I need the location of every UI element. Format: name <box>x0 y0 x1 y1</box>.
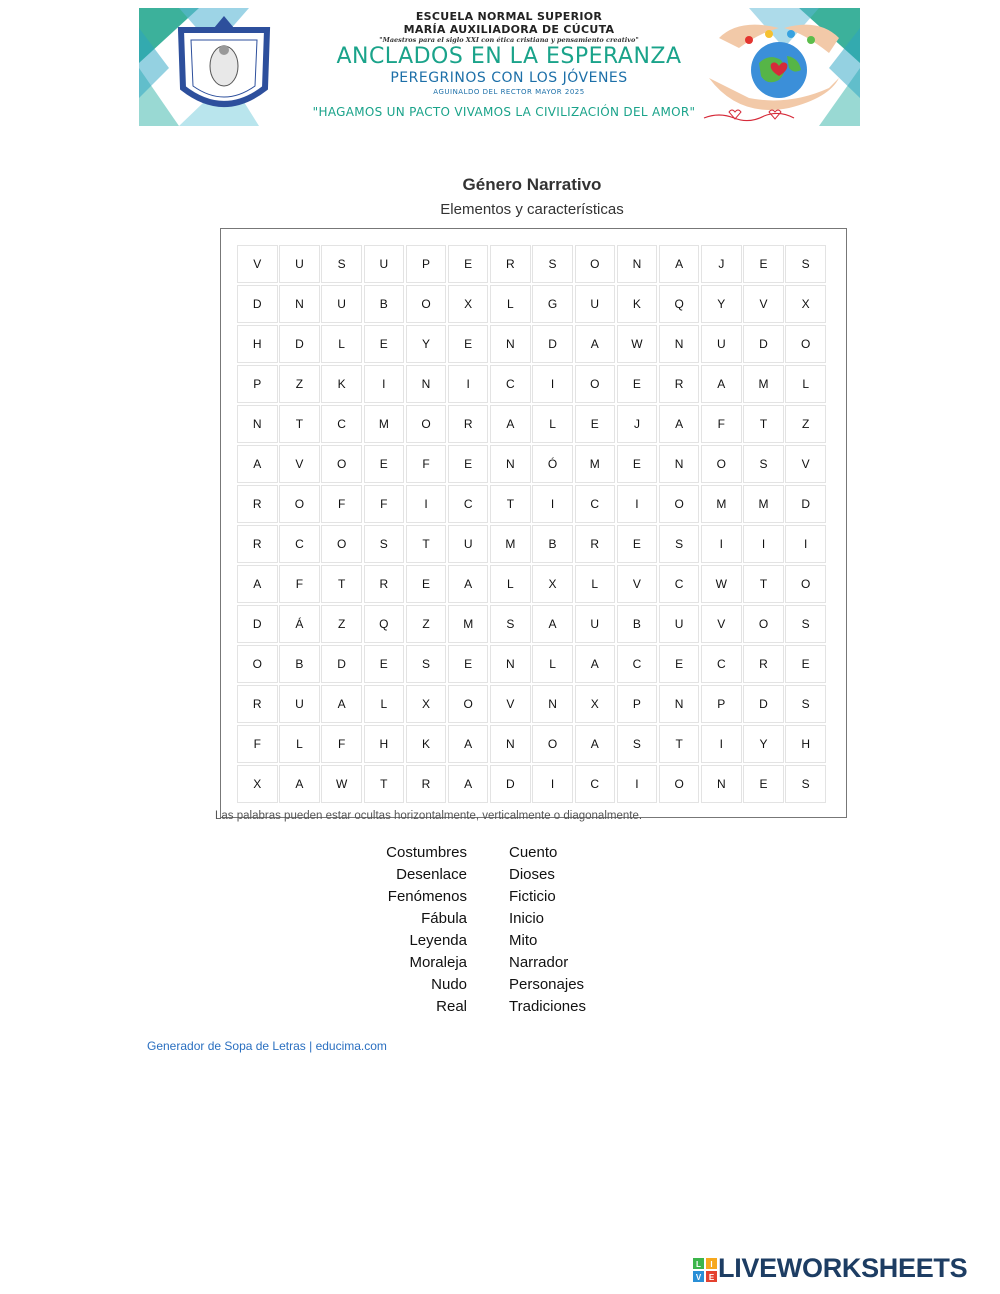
grid-cell[interactable]: C <box>659 565 700 603</box>
grid-cell[interactable]: I <box>617 485 658 523</box>
grid-cell[interactable]: A <box>701 365 742 403</box>
grid-cell[interactable]: W <box>701 565 742 603</box>
grid-cell[interactable]: A <box>321 685 362 723</box>
grid-cell[interactable]: R <box>237 485 278 523</box>
word-list-item: Ficticio <box>509 888 556 905</box>
grid-cell[interactable]: A <box>448 725 489 763</box>
grid-cell[interactable]: D <box>743 325 784 363</box>
grid-cell[interactable]: L <box>532 405 573 443</box>
grid-cell[interactable]: L <box>490 565 531 603</box>
grid-cell[interactable]: E <box>364 325 405 363</box>
grid-cell[interactable]: O <box>406 285 447 323</box>
grid-cell[interactable]: I <box>701 725 742 763</box>
grid-cell[interactable]: I <box>701 525 742 563</box>
word-list-item: Desenlace <box>396 866 467 883</box>
slogan-anclados: ANCLADOS EN LA ESPERANZA <box>336 44 682 69</box>
grid-cell[interactable]: O <box>321 445 362 483</box>
grid-cell[interactable]: R <box>659 365 700 403</box>
grid-cell[interactable]: R <box>448 405 489 443</box>
word-list-item: Costumbres <box>386 844 467 861</box>
grid-cell[interactable]: U <box>279 685 320 723</box>
logo-letter: V <box>695 1273 702 1282</box>
grid-cell[interactable]: X <box>406 685 447 723</box>
grid-cell[interactable]: E <box>617 525 658 563</box>
grid-cell[interactable]: E <box>448 645 489 683</box>
grid-cell[interactable]: D <box>743 685 784 723</box>
grid-cell[interactable]: E <box>659 645 700 683</box>
word-list-item: Personajes <box>509 976 585 993</box>
grid-cell[interactable]: S <box>785 765 826 803</box>
grid-cell[interactable]: U <box>321 285 362 323</box>
word-list-item: Mito <box>509 932 538 949</box>
grid-cell[interactable]: U <box>279 245 320 283</box>
grid-cell[interactable]: O <box>659 485 700 523</box>
grid-cell[interactable]: D <box>490 765 531 803</box>
grid-cell[interactable]: R <box>406 765 447 803</box>
grid-cell[interactable]: D <box>532 325 573 363</box>
grid-cell[interactable]: T <box>659 725 700 763</box>
grid-cell[interactable]: A <box>448 765 489 803</box>
grid-cell[interactable]: O <box>279 485 320 523</box>
grid-cell[interactable]: S <box>785 245 826 283</box>
slogan-peregrinos: PEREGRINOS CON LOS JÓVENES <box>390 70 628 86</box>
grid-cell[interactable]: K <box>321 365 362 403</box>
grid-cell[interactable]: E <box>406 565 447 603</box>
grid-cell[interactable]: O <box>532 725 573 763</box>
generator-credit-link[interactable]: Generador de Sopa de Letras | educima.com <box>147 1039 387 1053</box>
grid-cell[interactable]: A <box>575 325 616 363</box>
grid-cell[interactable]: U <box>701 325 742 363</box>
logo-letter: E <box>708 1273 715 1282</box>
grid-cell[interactable]: R <box>237 525 278 563</box>
grid-cell[interactable]: L <box>575 565 616 603</box>
grid-cell[interactable]: B <box>364 285 405 323</box>
grid-cell[interactable]: A <box>237 445 278 483</box>
grid-cell[interactable]: Y <box>701 285 742 323</box>
grid-cell[interactable]: Y <box>406 325 447 363</box>
hearts-decoration <box>704 113 794 120</box>
instructions: Las palabras pueden estar ocultas horizontalmente, verticalmente o diagonalmente. <box>215 810 643 822</box>
grid-cell[interactable]: E <box>448 245 489 283</box>
word-list-item: Dioses <box>509 866 555 883</box>
word-list-item: Leyenda <box>409 932 467 949</box>
grid-cell[interactable]: A <box>659 245 700 283</box>
grid-cell[interactable]: O <box>785 325 826 363</box>
word-list-item: Narrador <box>509 954 569 971</box>
grid-cell[interactable]: E <box>575 405 616 443</box>
grid-cell[interactable]: Q <box>659 285 700 323</box>
grid-cell[interactable]: A <box>279 765 320 803</box>
grid-cell[interactable]: I <box>617 765 658 803</box>
word-search-grid[interactable] <box>237 245 831 805</box>
word-list-left <box>340 844 467 1020</box>
grid-cell[interactable]: F <box>701 405 742 443</box>
grid-cell[interactable]: B <box>617 605 658 643</box>
grid-cell[interactable]: T <box>364 765 405 803</box>
grid-cell[interactable]: S <box>617 725 658 763</box>
grid-cell[interactable]: L <box>490 285 531 323</box>
grid-cell[interactable]: Z <box>321 605 362 643</box>
grid-cell[interactable]: A <box>490 405 531 443</box>
grid-cell[interactable]: P <box>701 685 742 723</box>
grid-cell[interactable]: W <box>321 765 362 803</box>
grid-cell[interactable]: O <box>575 365 616 403</box>
grid-cell[interactable]: T <box>743 565 784 603</box>
grid-cell[interactable]: F <box>321 485 362 523</box>
word-list-item: Fenómenos <box>387 888 467 905</box>
grid-cell[interactable]: N <box>406 365 447 403</box>
grid-cell[interactable]: P <box>406 245 447 283</box>
grid-cell[interactable]: S <box>490 605 531 643</box>
grid-cell[interactable]: C <box>448 485 489 523</box>
grid-cell[interactable]: Z <box>406 605 447 643</box>
grid-cell[interactable]: L <box>279 725 320 763</box>
logo-letter: I <box>710 1260 713 1269</box>
grid-cell[interactable]: T <box>279 405 320 443</box>
grid-cell[interactable]: U <box>575 605 616 643</box>
grid-cell[interactable]: N <box>617 245 658 283</box>
grid-cell[interactable]: O <box>743 605 784 643</box>
grid-cell[interactable]: N <box>490 725 531 763</box>
grid-cell[interactable]: Z <box>279 365 320 403</box>
grid-cell[interactable]: S <box>321 245 362 283</box>
grid-cell[interactable]: T <box>490 485 531 523</box>
grid-cell[interactable]: N <box>490 325 531 363</box>
liveworksheets-brand: LIVEWORKSHEETS <box>718 1253 968 1283</box>
grid-cell[interactable]: U <box>575 285 616 323</box>
grid-cell[interactable]: D <box>237 285 278 323</box>
grid-cell[interactable]: V <box>701 605 742 643</box>
grid-cell[interactable]: S <box>364 525 405 563</box>
grid-cell[interactable]: L <box>532 645 573 683</box>
grid-cell[interactable]: C <box>490 365 531 403</box>
grid-cell[interactable]: V <box>237 245 278 283</box>
grid-cell[interactable]: C <box>575 765 616 803</box>
grid-cell[interactable]: A <box>237 565 278 603</box>
grid-cell[interactable]: E <box>364 445 405 483</box>
grid-cell[interactable]: Z <box>785 405 826 443</box>
grid-cell[interactable]: I <box>785 525 826 563</box>
logo-letter: L <box>696 1260 701 1269</box>
grid-cell[interactable]: E <box>743 245 784 283</box>
grid-cell[interactable]: N <box>279 285 320 323</box>
grid-cell[interactable]: F <box>279 565 320 603</box>
grid-cell[interactable]: O <box>659 765 700 803</box>
grid-cell[interactable]: O <box>406 405 447 443</box>
grid-cell[interactable]: U <box>659 605 700 643</box>
grid-cell[interactable]: A <box>575 725 616 763</box>
grid-cell[interactable]: O <box>785 565 826 603</box>
grid-cell[interactable]: R <box>743 645 784 683</box>
grid-cell[interactable]: M <box>743 365 784 403</box>
grid-cell[interactable]: B <box>532 525 573 563</box>
grid-cell[interactable]: M <box>575 445 616 483</box>
grid-cell[interactable]: F <box>237 725 278 763</box>
grid-cell[interactable]: Á <box>279 605 320 643</box>
grid-cell[interactable]: I <box>743 525 784 563</box>
school-name-line2: MARÍA AUXILIADORA DE CÚCUTA <box>403 23 615 36</box>
word-list-item: Fábula <box>421 910 467 927</box>
grid-cell[interactable]: P <box>617 685 658 723</box>
grid-cell[interactable]: P <box>237 365 278 403</box>
grid-cell[interactable]: X <box>532 565 573 603</box>
word-list-right <box>509 844 669 1020</box>
grid-cell[interactable]: R <box>575 525 616 563</box>
school-name-line1: ESCUELA NORMAL SUPERIOR <box>415 10 603 23</box>
grid-cell[interactable]: M <box>364 405 405 443</box>
grid-cell[interactable]: I <box>532 365 573 403</box>
grid-cell[interactable]: N <box>701 765 742 803</box>
grid-cell[interactable]: Y <box>743 725 784 763</box>
grid-cell[interactable]: E <box>448 325 489 363</box>
grid-cell[interactable]: I <box>364 365 405 403</box>
grid-cell[interactable]: S <box>785 605 826 643</box>
grid-cell[interactable]: A <box>532 605 573 643</box>
grid-cell[interactable]: N <box>659 325 700 363</box>
grid-cell[interactable]: L <box>364 685 405 723</box>
grid-cell[interactable]: B <box>279 645 320 683</box>
grid-cell[interactable]: I <box>448 365 489 403</box>
grid-cell[interactable]: C <box>279 525 320 563</box>
grid-cell[interactable]: O <box>575 245 616 283</box>
grid-cell[interactable]: K <box>617 285 658 323</box>
grid-cell[interactable]: V <box>785 445 826 483</box>
grid-cell[interactable]: E <box>364 645 405 683</box>
grid-cell[interactable]: F <box>406 445 447 483</box>
grid-cell[interactable]: I <box>532 765 573 803</box>
grid-cell[interactable]: J <box>701 245 742 283</box>
grid-cell[interactable]: W <box>617 325 658 363</box>
grid-cell[interactable]: A <box>448 565 489 603</box>
grid-cell[interactable]: D <box>237 605 278 643</box>
grid-cell[interactable]: K <box>406 725 447 763</box>
school-motto: "Maestros para el siglo XXI con ética cristiana y pensamiento creativo" <box>379 36 639 44</box>
grid-cell[interactable]: S <box>659 525 700 563</box>
grid-cell[interactable]: A <box>659 405 700 443</box>
grid-cell[interactable]: N <box>490 645 531 683</box>
grid-cell[interactable]: O <box>237 645 278 683</box>
slogan-pacto: "HAGAMOS UN PACTO VIVAMOS LA CIVILIZACIÓN DEL AMOR" <box>312 105 696 119</box>
school-name <box>379 10 639 36</box>
grid-cell[interactable]: T <box>406 525 447 563</box>
grid-cell[interactable]: V <box>617 565 658 603</box>
grid-cell[interactable]: M <box>701 485 742 523</box>
grid-cell[interactable]: N <box>237 405 278 443</box>
grid-cell[interactable]: T <box>321 565 362 603</box>
grid-cell[interactable]: G <box>532 285 573 323</box>
grid-cell[interactable]: E <box>617 365 658 403</box>
grid-cell[interactable]: M <box>448 605 489 643</box>
word-list-item: Inicio <box>509 910 545 927</box>
grid-cell[interactable]: E <box>448 445 489 483</box>
grid-cell[interactable]: L <box>321 325 362 363</box>
header-banner <box>139 8 860 126</box>
word-list-item: Cuento <box>509 844 558 861</box>
grid-cell[interactable]: J <box>617 405 658 443</box>
grid-cell[interactable]: C <box>701 645 742 683</box>
grid-cell[interactable]: E <box>617 445 658 483</box>
liveworksheets-logo-icon <box>693 1258 717 1282</box>
grid-cell[interactable]: O <box>448 685 489 723</box>
grid-cell[interactable]: Q <box>364 605 405 643</box>
grid-cell[interactable]: D <box>321 645 362 683</box>
globe-hands-icon <box>709 25 839 110</box>
grid-cell[interactable]: V <box>490 685 531 723</box>
word-list-item: Tradiciones <box>509 998 586 1015</box>
grid-cell[interactable]: X <box>448 285 489 323</box>
grid-cell[interactable]: R <box>364 565 405 603</box>
grid-cell[interactable]: O <box>701 445 742 483</box>
grid-cell[interactable]: R <box>490 245 531 283</box>
grid-cell[interactable]: S <box>532 245 573 283</box>
worksheet-title: Género Narrativo <box>462 175 602 194</box>
grid-cell[interactable]: X <box>575 685 616 723</box>
grid-cell[interactable]: T <box>743 405 784 443</box>
grid-cell[interactable]: F <box>364 485 405 523</box>
grid-cell[interactable]: E <box>785 645 826 683</box>
grid-cell[interactable]: I <box>532 485 573 523</box>
grid-cell[interactable]: D <box>279 325 320 363</box>
word-list-item: Real <box>436 998 467 1015</box>
grid-cell[interactable]: X <box>237 765 278 803</box>
word-list-item: Moraleja <box>409 954 467 971</box>
aguinaldo-text: AGUINALDO DEL RECTOR MAYOR 2025 <box>433 88 585 96</box>
grid-cell[interactable]: H <box>237 325 278 363</box>
grid-cell[interactable]: S <box>785 685 826 723</box>
word-list-item: Nudo <box>431 976 467 993</box>
grid-cell[interactable]: N <box>659 685 700 723</box>
grid-cell[interactable]: U <box>364 245 405 283</box>
grid-cell[interactable]: S <box>406 645 447 683</box>
grid-cell[interactable]: X <box>785 285 826 323</box>
grid-cell[interactable]: L <box>785 365 826 403</box>
grid-cell[interactable]: I <box>406 485 447 523</box>
grid-cell[interactable]: N <box>659 445 700 483</box>
grid-cell[interactable]: E <box>743 765 784 803</box>
grid-cell[interactable]: F <box>321 725 362 763</box>
grid-cell[interactable]: S <box>743 445 784 483</box>
worksheet-subtitle: Elementos y características <box>440 201 624 218</box>
grid-cell[interactable]: A <box>575 645 616 683</box>
grid-cell[interactable]: C <box>617 645 658 683</box>
grid-cell[interactable]: H <box>364 725 405 763</box>
grid-cell[interactable]: H <box>785 725 826 763</box>
grid-cell[interactable]: V <box>279 445 320 483</box>
grid-cell[interactable]: Ó <box>532 445 573 483</box>
school-shield-icon <box>181 16 267 104</box>
grid-cell[interactable]: N <box>490 445 531 483</box>
grid-cell[interactable]: U <box>448 525 489 563</box>
grid-cell[interactable]: M <box>490 525 531 563</box>
grid-cell[interactable]: O <box>321 525 362 563</box>
grid-cell[interactable]: M <box>743 485 784 523</box>
grid-cell[interactable]: C <box>321 405 362 443</box>
grid-cell[interactable]: N <box>532 685 573 723</box>
grid-cell[interactable]: C <box>575 485 616 523</box>
grid-cell[interactable]: R <box>237 685 278 723</box>
grid-cell[interactable]: D <box>785 485 826 523</box>
grid-cell[interactable]: V <box>743 285 784 323</box>
